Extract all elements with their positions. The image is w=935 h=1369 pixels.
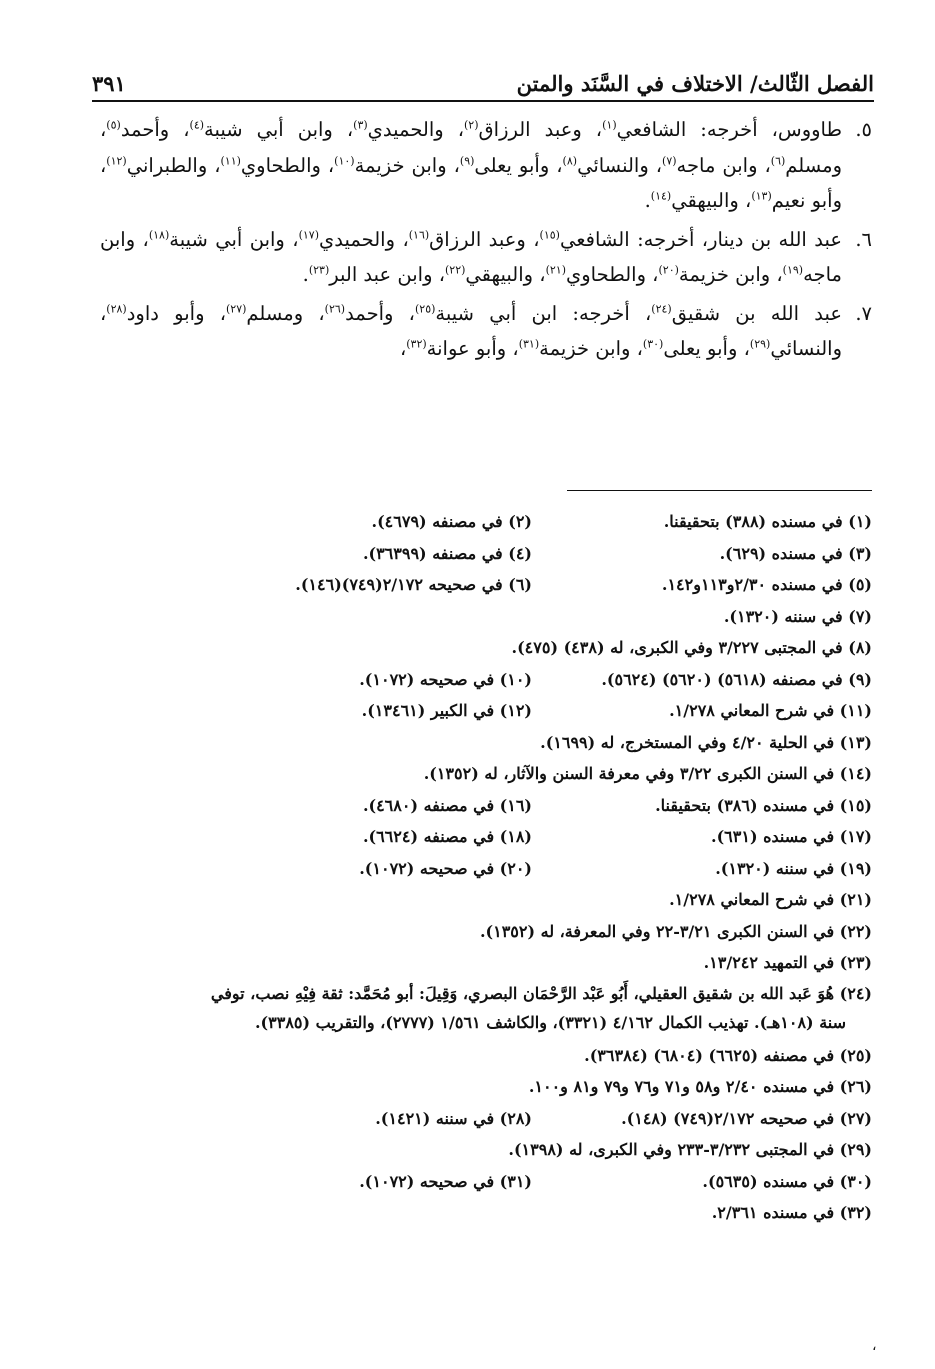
footnote-row xyxy=(100,601,872,633)
footnote-row xyxy=(100,1103,872,1135)
footnote: (٣٢) في مسنده ٢/٣٦١. xyxy=(711,1203,872,1222)
footnote-ref[interactable]: (٢٢) xyxy=(445,263,466,277)
footnote: (٨) في المجتبى ٣/٢٢٧ وفي الكبرى، له (٤٣٨) (٤٧٥). xyxy=(511,638,872,657)
footnote-ref[interactable]: (١٠) xyxy=(334,154,355,167)
footnote: (١٣) في الحلية ٤/٢٠ وفي المستخرج، له (١٦٩٩). xyxy=(540,732,872,752)
narrator-entry xyxy=(100,222,872,293)
footnote: (٢) في مصنفه (٤٦٧٩). xyxy=(371,512,532,531)
footnote-row xyxy=(100,664,872,696)
footnote-ref[interactable]: (٨) xyxy=(562,154,578,167)
footnote-ref[interactable]: (١٤) xyxy=(650,189,672,203)
running-title: الفصل الثّالث/ الاختلاف في السَّنَد والمتن xyxy=(516,71,874,96)
entry-number: ٥. xyxy=(855,118,872,141)
footnote-ref[interactable]: (٧) xyxy=(662,154,677,167)
narrator-entry xyxy=(100,112,872,219)
footnote-continuation: سنة (١٠٨هـ). تهذيب الكمال ٤/١٦٢ (٣٣٢١)، والكاشف ١/٥٦١ (٢٧٧٧)، والتقريب (٣٣٨٥). xyxy=(254,1012,846,1032)
footnote: (١٦) في مصنفه (٤٦٨٠). xyxy=(362,795,532,815)
footnote-row xyxy=(100,790,872,822)
footnote: (٢١) في شرح المعاني ١/٢٧٨. xyxy=(669,890,872,909)
entry-number: ٦. xyxy=(855,227,872,251)
footnote: (٣٠) في مسنده (٥٦٣٥). xyxy=(702,1171,872,1191)
footnote-row xyxy=(100,695,872,727)
footnote-row xyxy=(100,1134,872,1166)
footnote: (١٤) في السنن الكبرى ٣/٢٢ وفي معرفة السنن والآثار، له (١٣٥٢). xyxy=(423,764,872,783)
entry-number: ٧. xyxy=(855,301,872,325)
footnote: (١٠) في صحيحه (١٠٧٢). xyxy=(359,669,532,689)
footnote-ref[interactable]: (٣) xyxy=(353,118,368,132)
entry-text: عبد الله بن شقيق$^{(٢٤)}$، أخرجه: ابن أبي شيبة$^{(٢٥)}$، وأحمد$^{(٢٦)}$، ومسلم$^{(٢٧)}$، وأبو داود$^{(٢٨)}$، والنسائي$^{(٢٩)}$، وأبو يعلى$^{(٣٠)}$، وابن خزيمة$^{(٣١)}$، وأبو عوانة$^{(٣٢)}$، xyxy=(100,301,843,360)
footnote-ref[interactable]: (٢٤) xyxy=(651,302,672,315)
footnote-long xyxy=(100,979,872,1040)
footnote: (٢٠) في صحيحه (١٠٧٢). xyxy=(359,858,532,878)
footnote-ref[interactable]: (١٩) xyxy=(782,263,804,277)
footnote: (٢٣) في التمهيد ١٣/٢٤٢. xyxy=(703,953,872,972)
page-mark: ، xyxy=(872,1338,877,1354)
footnote-ref[interactable]: (٢) xyxy=(464,118,479,132)
footnote-ref[interactable]: (٢٣) xyxy=(308,263,330,277)
footnote-ref[interactable]: (٢٦) xyxy=(324,302,346,315)
footnote-ref[interactable]: (٣١) xyxy=(518,337,540,351)
footnote-row xyxy=(100,947,872,979)
footnote: (١) في مسنده (٣٨٨) بتحقيقنا. xyxy=(663,512,872,531)
footnote-row xyxy=(100,821,872,853)
footnote-row xyxy=(100,853,872,885)
footnote-ref[interactable]: (١٣) xyxy=(751,189,772,203)
footnote-ref[interactable]: (٢٩) xyxy=(749,337,771,351)
footnote-ref[interactable]: (٢٨) xyxy=(106,302,127,315)
footnote: (٢٦) في مسنده ٢/٤٠ و٥٨ و٧١ و٧٦ و٧٩ و٨١ و١٠٠. xyxy=(528,1077,872,1096)
footnote-row xyxy=(100,632,872,664)
footnote: (١٥) في مسنده (٣٨٦) بتحقيقنا. xyxy=(655,795,872,815)
footnote-ref[interactable]: (٥) xyxy=(106,118,121,132)
narrator-entry xyxy=(100,296,872,367)
footnote: (٢٧) في صحيحه ٢/١٧٢(٧٤٩) (١٤٨). xyxy=(621,1108,872,1128)
footnote-ref[interactable]: (١٥) xyxy=(539,228,560,241)
footnote: (٣١) في صحيحه (١٠٧٢). xyxy=(359,1171,532,1191)
entry-text: طاووس، أخرجه: الشافعي$^{(١)}$، وعبد الرزاق$^{(٢)}$، والحميدي$^{(٣)}$، وابن أبي شيبة$^{(٤)}$، وأحمد$^{(٥)}$، ومسلم$^{(٦)}$، وابن ماجه$^{(٧)}$، والنسائي$^{(٨)}$، وأبو يعلى$^{(٩)}$، وابن خزيمة$^{(١٠)}$، والطحاوي$^{(١١)}$، والطبراني$^{(١٢)}$، وأبو نعيم$^{(١٣)}$، والبيهقي$^{(١٤)}$. xyxy=(100,118,843,212)
footnote-ref[interactable]: (١٧) xyxy=(298,228,319,241)
footnote: (١٨) في مصنفه (٦٦٢٤). xyxy=(362,827,532,846)
footnote-row xyxy=(100,538,872,570)
footnote-ref[interactable]: (٢٥) xyxy=(414,302,436,315)
footnote-row xyxy=(100,1197,872,1229)
footnote-row xyxy=(100,569,872,601)
footnote-ref[interactable]: (٦) xyxy=(770,154,786,167)
footnote-ref[interactable]: (٣٠) xyxy=(642,337,664,351)
page-header xyxy=(92,62,874,102)
footnote-row xyxy=(100,1040,872,1072)
footnote: (٢٨) في سننه (١٤٢١). xyxy=(375,1108,532,1128)
footnote-ref[interactable]: (١٢) xyxy=(106,154,127,167)
footnote-row xyxy=(100,727,872,759)
footnote-ref[interactable]: (٢٧) xyxy=(226,302,247,315)
footnote-row xyxy=(100,884,872,916)
footnote-ref[interactable]: (١٨) xyxy=(148,228,170,241)
footnote-ref[interactable]: (٣٢) xyxy=(406,337,427,351)
footnote: (٤) في مصنفه (٣٦٣٩٩). xyxy=(362,543,532,563)
footnote: (٢٤) هُوَ عَبد الله بن شقيق العقيلي، أَبُو عَبْد الرَّحْمَان البصري، وَقِيلَ: أبو مُحَمَّد: ثقة فِيْهِ نصب، توفي xyxy=(210,983,872,1003)
footnote-ref[interactable]: (٤) xyxy=(189,118,205,132)
footnote: (٥) في مسنده ٢/٣٠و١١٣و١٤٢. xyxy=(661,575,872,594)
page-number: ٣٩١ xyxy=(92,71,126,96)
footnote: (١٩) في سننه (١٣٢٠). xyxy=(715,858,872,878)
footnote: (٣) في مسنده (٦٢٩). xyxy=(719,543,872,563)
footnote-row xyxy=(100,506,872,538)
footnote: (٦) في صحيحه ٢/١٧٢(٧٤٩)(١٤٦). xyxy=(295,575,532,594)
footnote: (٢٩) في المجتبى ٣/٢٣٢-٢٣٣ وفي الكبرى، له (١٣٩٨). xyxy=(508,1140,872,1159)
footnote-row xyxy=(100,758,872,790)
footnote: (٩) في مصنفه (٥٦١٨) (٥٦٢٠) (٥٦٢٤). xyxy=(601,669,872,689)
footnote-ref[interactable]: (٢٠) xyxy=(658,263,679,277)
footnote: (٢٢) في السنن الكبرى ٣/٢١-٢٢ وفي المعرفة، له (١٣٥٢). xyxy=(479,921,872,941)
footnote-ref[interactable]: (٩) xyxy=(459,154,475,167)
footnote: (٢٥) في مصنفه (٦٦٢٥) (٦٨٠٤) (٣٦٣٨٤). xyxy=(584,1045,872,1065)
footnote-row xyxy=(100,916,872,948)
footnote-ref[interactable]: (٢١) xyxy=(545,263,566,277)
footnote-ref[interactable]: (١) xyxy=(602,118,617,132)
footnote: (١٧) في مسنده (٦٣١). xyxy=(711,827,872,846)
footnote-separator xyxy=(567,490,872,491)
footnote: (١٢) في الكبير (١٣٤٦١). xyxy=(361,701,532,720)
footnote-row xyxy=(100,1166,872,1198)
main-text xyxy=(100,112,872,370)
footnote: (١١) في شرح المعاني ١/٢٧٨. xyxy=(669,701,872,720)
entry-text: عبد الله بن دينار، أخرجه: الشافعي$^{(١٥)}$، وعبد الرزاق$^{(١٦)}$، والحميدي$^{(١٧)}$، وابن أبي شيبة$^{(١٨)}$، وابن ماجه$^{(١٩)}$، وابن خزيمة$^{(٢٠)}$، والطحاوي$^{(٢١)}$، والبيهقي$^{(٢٢)}$، وابن عبد البر$^{(٢٣)}$. xyxy=(100,227,842,286)
footnote-ref[interactable]: (١١) xyxy=(220,154,241,167)
footnotes xyxy=(100,506,872,1229)
footnote-row xyxy=(100,1071,872,1103)
footnote-ref[interactable]: (١٦) xyxy=(408,228,430,241)
footnote: (٧) في سننه (١٣٢٠). xyxy=(723,606,872,626)
